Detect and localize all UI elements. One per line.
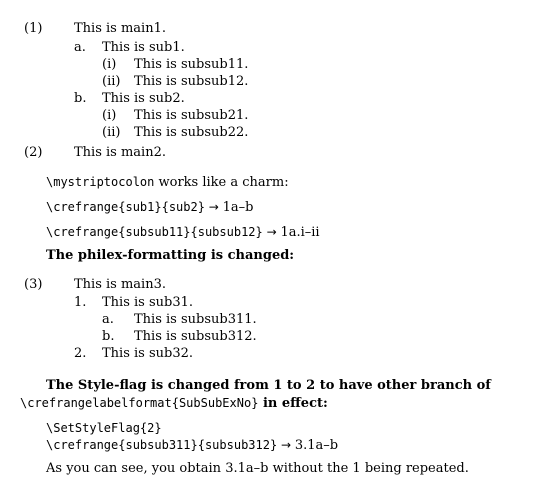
text-main2: This is main2. [74,145,166,160]
example-crefrange-subsub3 [46,437,338,454]
text-main3: This is main3. [74,277,166,292]
text-main1: This is main1. [74,21,166,36]
paragraph-mystriptocolon [46,174,289,191]
heading-style-flag: The Style-flag is changed from 1 to 2 to have other branch of [46,378,491,393]
label-sub2: b. [74,91,87,106]
label-sub32: 2. [74,346,87,361]
label-subsub312: b. [102,329,115,344]
label-subsub311: a. [102,312,114,327]
code-crefrangelabelformat: \crefrangelabelformat{SubSubExNo} [20,396,259,410]
label-subsub12: (ii) [102,74,121,89]
result-subsub3-range: 3.1a–b [294,438,339,453]
label-main3: (3) [24,277,43,292]
paragraph-conclusion: As you can see, you obtain 3.1a–b without the 1 being repeated. [46,461,469,476]
arrow-right-icon: → [262,225,281,239]
text-in-effect: in effect: [258,396,328,411]
example-crefrange-subsub [46,224,320,241]
text-sub2: This is sub2. [102,91,185,106]
code-crefrange-subsub: \crefrange{subsub11}{subsub12} [46,225,263,239]
label-sub31: 1. [74,295,87,310]
label-subsub11: (i) [102,57,117,72]
result-subsub-range: 1a.i–ii [280,225,320,240]
code-crefrange-subsub3: \crefrange{subsub311}{subsub312} [46,438,278,452]
code-setstyleflag: \SetStyleFlag{2} [46,421,162,435]
text-subsub21: This is subsub21. [134,108,249,123]
text-sub32: This is sub32. [102,346,194,361]
text-works-like-a-charm: works like a charm: [154,175,289,190]
label-main1: (1) [24,21,43,36]
arrow-right-icon: → [204,200,223,214]
arrow-right-icon: → [277,438,295,452]
text-sub1: This is sub1. [102,40,185,55]
label-sub1: a. [74,40,86,55]
text-subsub312: This is subsub312. [134,329,257,344]
text-subsub22: This is subsub22. [134,125,249,140]
text-subsub11: This is subsub11. [134,57,249,72]
text-sub31: This is sub31. [102,295,194,310]
label-main2: (2) [24,145,43,160]
example-crefrange-sub [46,199,253,216]
text-subsub12: This is subsub12. [134,74,249,89]
code-mystriptocolon: \mystriptocolon [46,175,155,189]
label-subsub22: (ii) [102,125,121,140]
heading-philex-formatting: The philex-formatting is changed: [46,248,295,263]
heading-style-flag-line2 [20,395,328,412]
result-sub-range: 1a–b [222,200,254,215]
label-subsub21: (i) [102,108,117,123]
code-crefrange-sub: \crefrange{sub1}{sub2} [46,200,205,214]
text-subsub311: This is subsub311. [134,312,257,327]
